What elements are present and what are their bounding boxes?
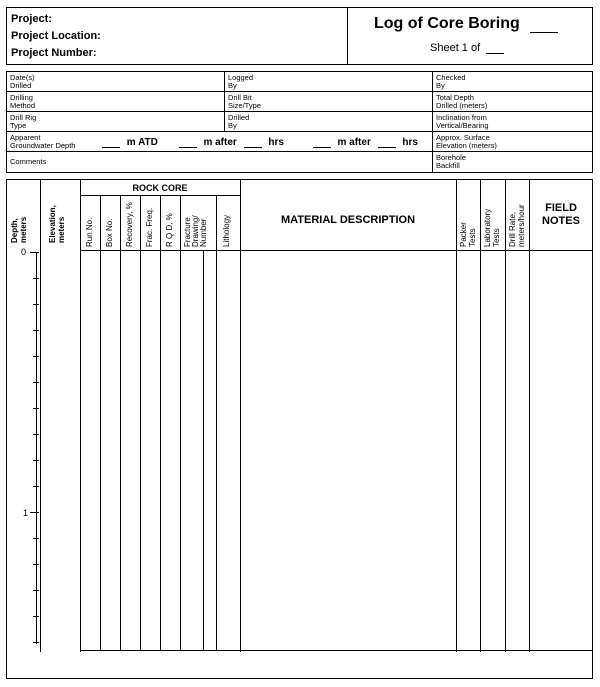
depth-minor-tick [33,590,39,591]
depth-header-line2: meters [18,216,28,243]
drilling-method-line1: Drilling [10,93,33,102]
field-notes-line1: FIELD [545,202,577,214]
laboratory-header-line2: Tests [491,228,501,247]
depth-major-tick [30,512,39,513]
drilled-by-line1: Drilled [228,113,250,122]
elevation-header-line2: meters [56,216,66,243]
drill-rate-header-line2: meters/hour [516,204,526,247]
lithology-header: Lithology [222,214,231,247]
boring-number-blank [530,24,558,33]
info-row-line-4 [6,151,593,152]
col-line-packer [456,179,457,652]
backfill-line2: Backfill [436,161,460,170]
groundwater-line2: Groundwater Depth [10,141,76,150]
info-col-line-a [224,71,225,131]
depth-minor-tick [33,642,39,643]
col-line-fracture-sub [203,250,204,650]
depth-minor-tick [33,278,39,279]
packer-header [460,222,477,247]
depth-minor-tick [33,382,39,383]
laboratory-header-line1: Laboratory [483,208,492,247]
depth-major-tick [30,252,39,253]
drill-bit-line2: Size/Type [228,101,261,110]
depth-header [11,217,28,243]
gw-atd-blank [102,139,120,148]
info-col-line-b [432,71,433,173]
run-no-header: Run No. [85,217,94,247]
rock-core-header: ROCK CORE [132,183,188,193]
depth-minor-tick [33,408,39,409]
info-row-line-1 [6,91,593,92]
info-row-line-2 [6,111,593,112]
fracture-header-line3: Number [199,218,208,247]
depth-scale-axis [36,252,37,644]
col-line-frac [140,195,141,650]
box-no-header: Box No. [105,218,114,247]
drill-bit-line1: Drill Bit [228,93,252,102]
drill-rate-header [509,204,526,247]
rqd-header: R Q D, % [165,213,174,247]
fracture-header [184,215,208,247]
col-line-fieldnotes [529,179,530,652]
gw-after-1-text: m after [203,137,237,148]
depth-minor-tick [33,616,39,617]
info-box [6,71,593,173]
elevation-header-line1: Elevation, [48,205,57,243]
depth-minor-tick [33,304,39,305]
field-notes-header [529,202,593,228]
col-line-lab [480,179,481,652]
depth-minor-tick [33,356,39,357]
total-depth-label [436,94,487,110]
project-location-label: Project Location: [11,30,101,42]
col-line-drillrate [505,179,506,652]
col-line-material [240,179,241,652]
drill-rig-label [10,114,36,130]
backfill-line1: Borehole [436,153,467,162]
col-line-elevation [40,179,41,652]
elevation-header [49,205,66,243]
logged-by-line2: By [228,81,237,90]
depth-minor-tick [33,330,39,331]
col-line-fracture [180,195,181,650]
depth-minor-tick [33,460,39,461]
gw-depth-2-blank [313,139,331,148]
sheet-label-row [430,42,504,54]
gw-hrs-1-blank [244,139,262,148]
title-text: Log of Core Boring [374,15,520,32]
dates-drilled-line1: Date(s) [10,73,35,82]
log-body-bottom [80,650,593,651]
log-header-bottom [80,250,593,251]
info-row-line-3 [6,131,593,132]
frac-freq-header: Frac. Freq. [145,207,154,247]
col-line-lithology [216,195,217,650]
fracture-header-line2: Drawing/ [191,215,200,247]
drill-rig-line2: Type [10,121,27,130]
project-label: Project: [11,13,52,25]
gw-depth-1-blank [179,139,197,148]
surface-elevation-line1: Approx. Surface [436,133,490,142]
packer-header-line2: Tests [467,228,477,247]
recovery-header: Recovery, % [125,202,134,247]
checked-by-line2: By [436,81,445,90]
checked-by-label [436,74,466,90]
inclination-label [436,114,489,130]
fracture-header-line1: Fracture [183,217,192,247]
depth-minor-tick [33,538,39,539]
header-divider [347,7,348,65]
drilling-method-label [10,94,35,110]
dates-drilled-label [10,74,35,90]
depth-label-1: 1 [23,508,29,518]
material-description-header: MATERIAL DESCRIPTION [280,214,416,226]
col-line-rockcore-left [80,179,81,652]
surface-elevation-line2: Elevation (meters) [436,141,497,150]
page-title [374,15,558,33]
inclination-line2: Vertical/Bearing [436,121,489,130]
depth-minor-tick [33,564,39,565]
total-depth-line1: Total Depth [436,93,474,102]
drill-rig-line1: Drill Rig [10,113,37,122]
gw-after-2-text: m after [337,137,371,148]
backfill-label [436,154,466,170]
depth-header-line1: Depth, [10,218,19,243]
groundwater-line1: Apparent [10,133,41,142]
checked-by-line1: Checked [436,73,466,82]
drilling-method-line2: Method [10,101,36,110]
depth-minor-tick [33,486,39,487]
sheet-label: Sheet 1 of [430,42,481,54]
col-line-recovery [120,195,121,650]
logged-by-line1: Logged [228,73,254,82]
logged-by-label [228,74,253,90]
gw-hrs-2-text: hrs [402,137,418,148]
drilled-by-line2: By [228,121,237,130]
col-line-box [100,195,101,650]
depth-minor-tick [33,434,39,435]
surface-elevation-label [436,134,497,150]
project-number-label: Project Number: [11,47,97,59]
drill-rate-header-line1: Drill Rate, [508,211,517,247]
field-notes-line2: NOTES [542,215,580,227]
gw-hrs-1-text: hrs [268,137,284,148]
total-depth-line2: Drilled (meters) [436,101,488,110]
gw-atd-text: m ATD [126,137,158,148]
inclination-line1: Inclination from [436,113,487,122]
drill-bit-label [228,94,261,110]
groundwater-entries [102,137,418,148]
depth-label-0: 0 [21,247,27,257]
groundwater-label [10,134,75,150]
drilled-by-label [228,114,249,130]
packer-header-line1: Packer [459,222,468,247]
laboratory-header [484,209,501,247]
gw-hrs-2-blank [378,139,396,148]
col-line-rqd [160,195,161,650]
sheet-total-blank [486,43,504,54]
comments-label: Comments [10,157,47,166]
dates-drilled-line2: Drilled [10,81,32,90]
